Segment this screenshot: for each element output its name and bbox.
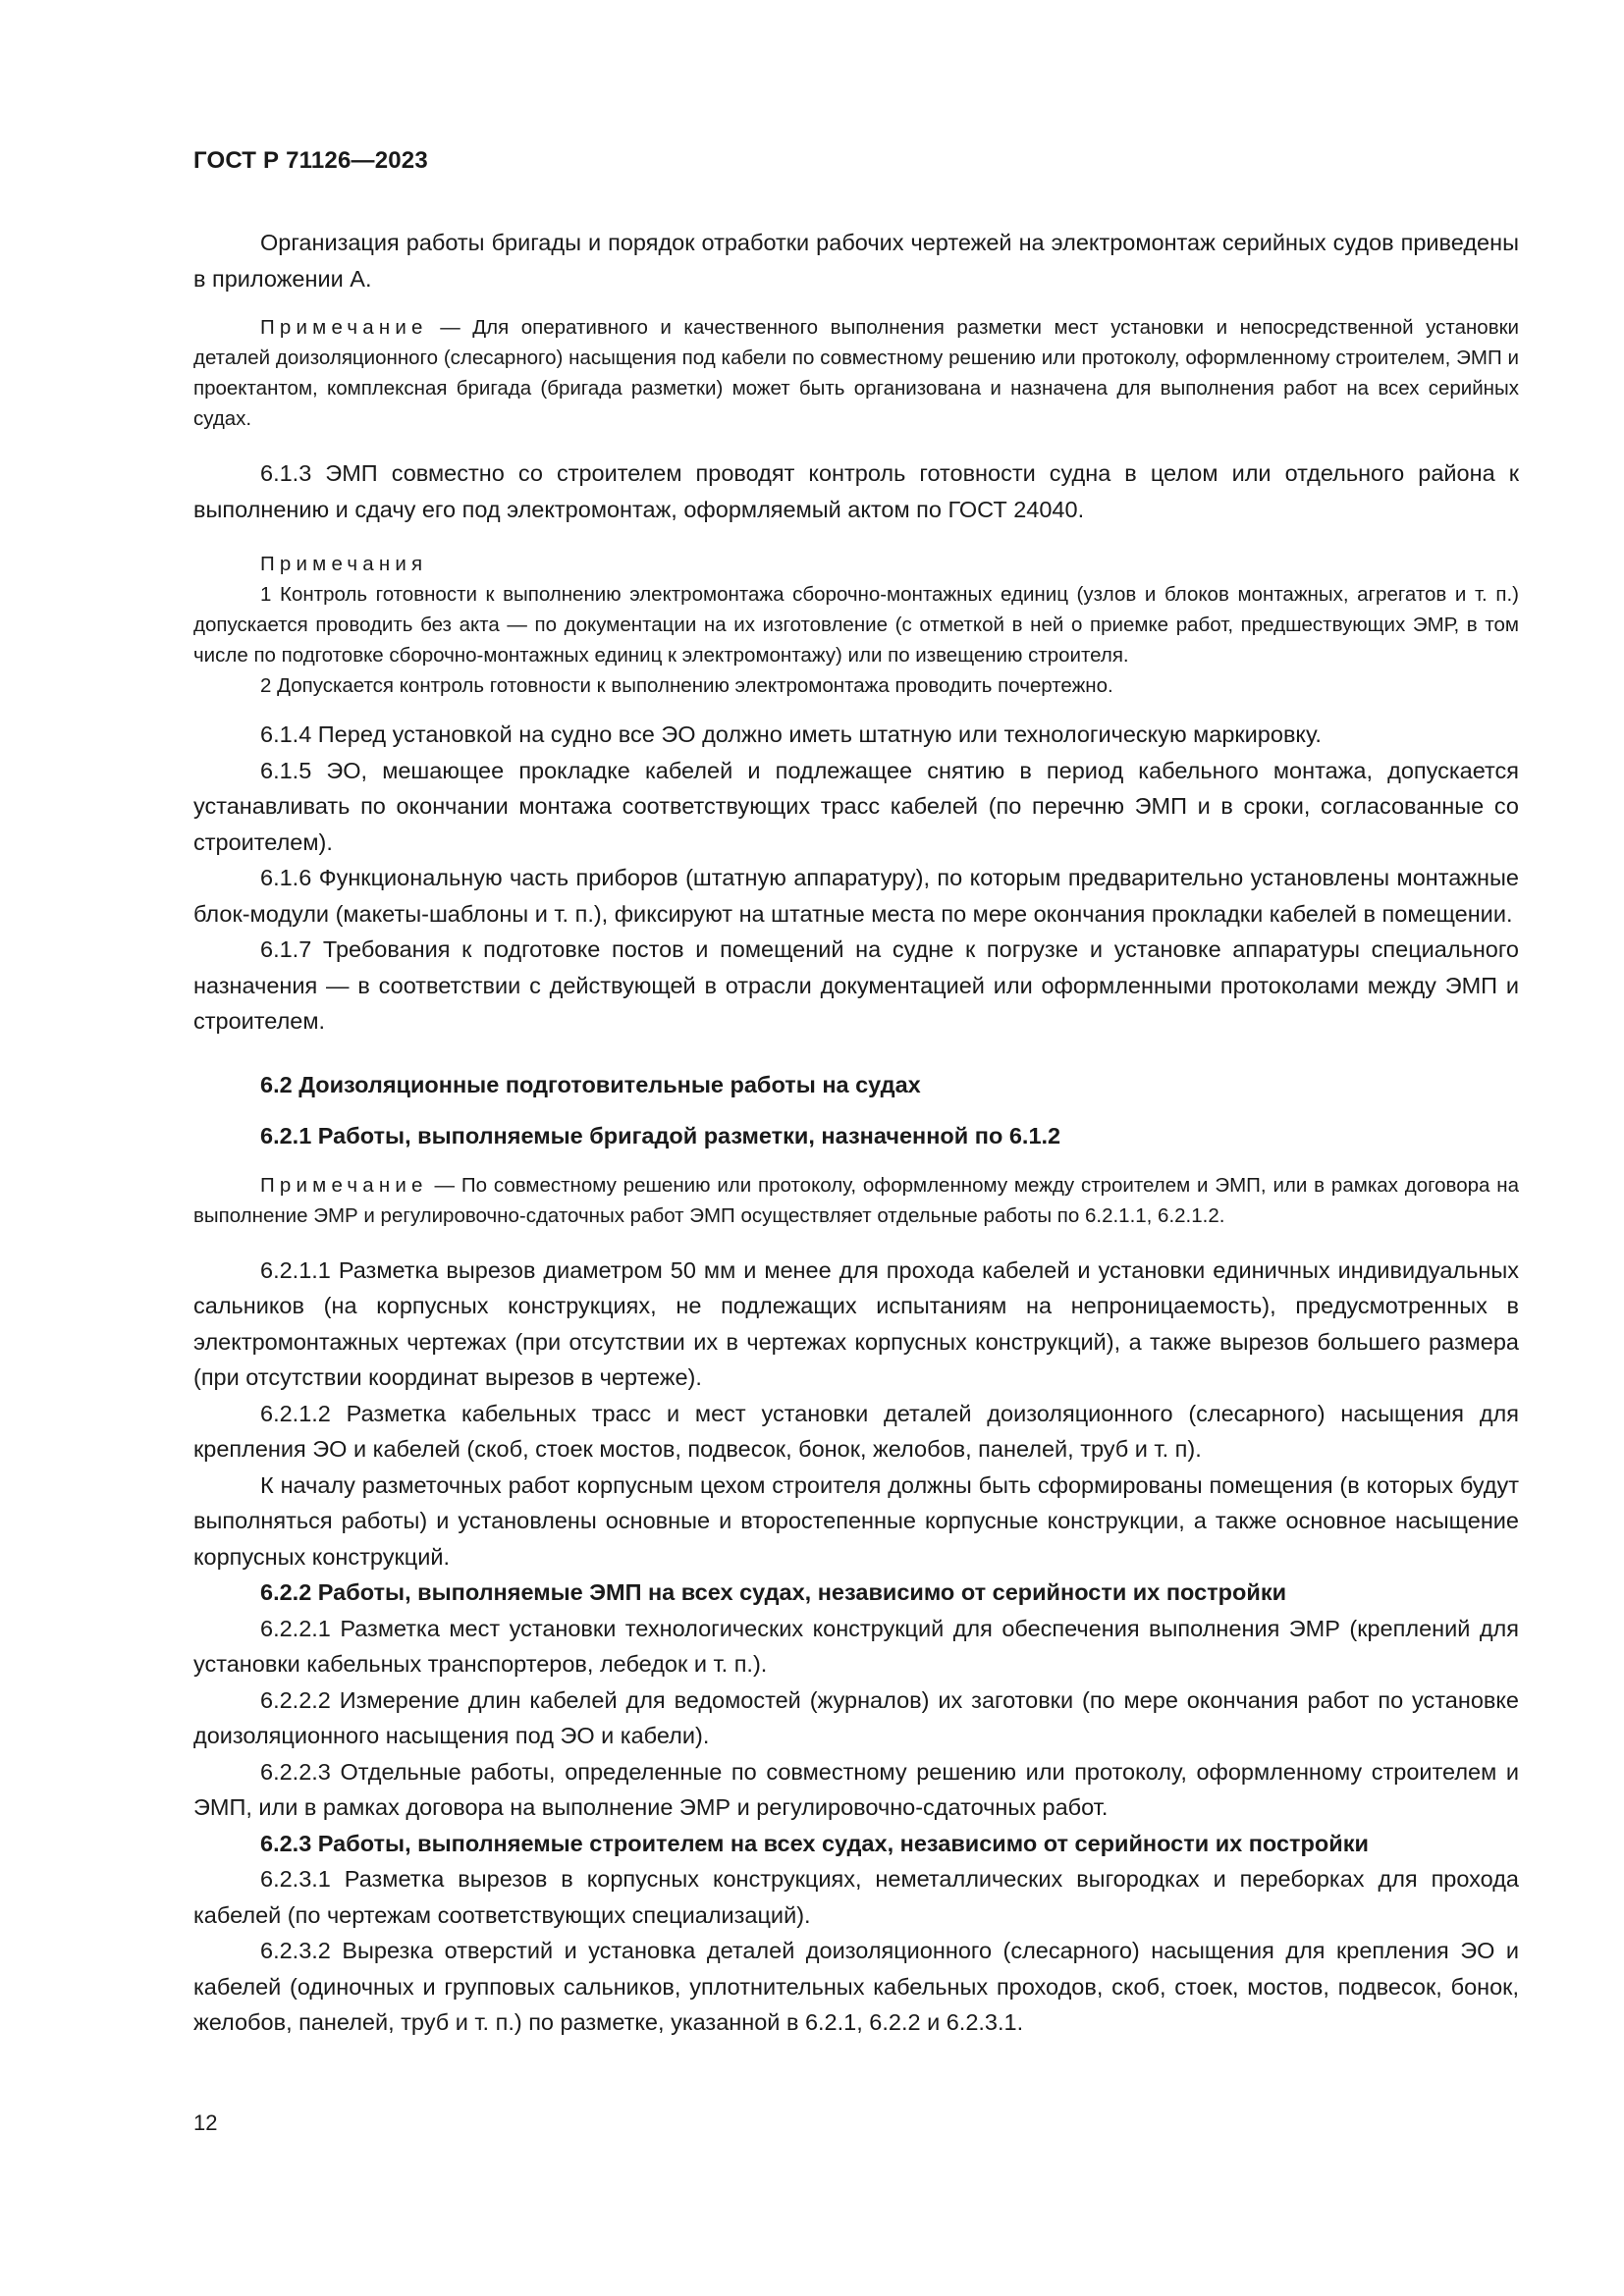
paragraph-marking: К началу разметочных работ корпусным цехом строителя должны быть сформированы помещения (в которых будут выполняться работы) и установлены основные и второстепенные корпусные конструкции, а также основное насыщение корпусных конструкций. — [193, 1471, 1519, 1570]
paragraph-6-2-2-3: 6.2.2.3 Отдельные работы, определенные по совместному решению или протоколу, оформленному строителем и ЭМП, или в рамках договора на выполнение ЭМР и регулировочно-сдаточных работ. — [193, 1758, 1519, 1820]
paragraph-6-2-1-2: 6.2.1.2 Разметка кабельных трасс и мест установки деталей доизоляционного (слесарного) насыщения для крепления ЭО и кабелей (скоб, стоек мостов, подвесок, бонок, желобов, панелей, труб и т. п). — [193, 1400, 1519, 1462]
paragraph-6-1-7: 6.1.7 Требования к подготовке постов и помещений на судне к погрузке и установке аппаратуры специального назначения — в соответствии с действующей в отрасли документацией или оформленными протоколами между ЭМП и строителем. — [193, 936, 1519, 1034]
note-label: Примечание — [260, 316, 428, 339]
note-text: — Для оперативного и качественного выполнения разметки мест установки и непосредственной установки деталей доизоляционного (слесарного) насыщения под кабели по совместному решению или протоколу, оформленному строителем, ЭМП и проектантом, комплексная бригада (бригада разметки) может быть организована и назначена для выполнения работ на всех серийных судах. — [193, 316, 1519, 430]
paragraph-6-2-2-1: 6.2.2.1 Разметка мест установки технологических конструкций для обеспечения выполнения ЭМР (креплений для установки кабельных транспортеров, лебедок и т. п.). — [193, 1615, 1519, 1677]
notes-label: Примечания — [260, 553, 428, 575]
paragraph-6-1-4: 6.1.4 Перед установкой на судно все ЭО должно иметь штатную или технологическую маркировку. — [260, 721, 1322, 747]
paragraph-6-1-3: 6.1.3 ЭМП совместно со строителем проводят контроль готовности судна в целом или отдельного района к выполнению и сдачу его под электромонтаж, оформляемый актом по ГОСТ 24040. — [193, 460, 1519, 522]
paragraph-6-1-5: 6.1.5 ЭО, мешающее прокладке кабелей и подлежащее снятию в период кабельного монтажа, допускается устанавливать по окончании монтажа соответствующих трасс кабелей (по перечню ЭМП и в сроки, согласованные со строителем). — [193, 757, 1519, 855]
paragraph-6-2-1-1: 6.2.1.1 Разметка вырезов диаметром 50 мм и менее для прохода кабелей и установки единичных индивидуальных сальников (на корпусных конструкциях, не подлежащих испытаниям на непроницаемость), предусмотренных в электромонтажных чертежах (при отсутствии их в чертежах корпусных конструкций), а также вырезов большего размера (при отсутствии координат вырезов в чертеже). — [193, 1256, 1519, 1390]
paragraph-6-2-3-2: 6.2.3.2 Вырезка отверстий и установка деталей доизоляционного (слесарного) насыщения для крепления ЭО и кабелей (одиночных и групповых сальников, уплотнительных кабельных проходов, скоб, стоек, мостов, подвесок, бонок, желобов, панелей, труб и т. п.) по разметке, указанной в 6.2.1, 6.2.2 и 6.2.3.1. — [193, 1938, 1519, 2035]
note-label: Примечание — [260, 1173, 428, 1197]
heading-6-2-2: 6.2.2 Работы, выполняемые ЭМП на всех судах, независимо от серийности их постройки — [260, 1579, 1287, 1605]
page-number: 12 — [193, 2110, 218, 2135]
notes-item-1: 1 Контроль готовности к выполнению электромонтажа сборочно-монтажных единиц (узлов и блоков монтажных, агрегатов и т. п.) допускается проводить без акта — по документации на их изготовление (с отметкой в ней о приемке работ, предшествующих ЭМР, в том числе по подготовке сборочно-монтажных единиц к электромонтажу) или по извещению строителя. — [193, 583, 1519, 667]
paragraph-intro: Организация работы бригады и порядок отработки рабочих чертежей на электромонтаж серийных судов приведены в приложении А. — [193, 230, 1519, 292]
note-1 — [193, 312, 1519, 434]
heading-6-2: 6.2 Доизоляционные подготовительные работы на судах — [260, 1071, 921, 1097]
page-content — [193, 225, 1519, 2041]
heading-6-2-3: 6.2.3 Работы, выполняемые строителем на всех судах, независимо от серийности их постройки — [260, 1830, 1369, 1856]
note-text: — По совместному решению или протоколу, оформленному между строителем и ЭМП, или в рамках договора на выполнение ЭМР и регулировочно-сдаточных работ ЭМП осуществляет отдельные работы по 6.2.1.1, 6.2.1.2. — [193, 1173, 1519, 1227]
heading-6-2-1: 6.2.1 Работы, выполняемые бригадой разметки, назначенной по 6.1.2 — [260, 1123, 1061, 1148]
notes-item-2: 2 Допускается контроль готовности к выполнению электромонтажа проводить почертежно. — [260, 674, 1113, 697]
paragraph-6-2-2-2: 6.2.2.2 Измерение длин кабелей для ведомостей (журналов) их заготовки (по мере окончания работ по установке доизоляционного насыщения под ЭО и кабели). — [193, 1686, 1519, 1748]
paragraph-6-1-6: 6.1.6 Функциональную часть приборов (штатную аппаратуру), по которым предварительно установлены монтажные блок-модули (макеты-шаблоны и т. п.), фиксируют на штатные места по мере окончания прокладки кабелей в помещении. — [193, 865, 1519, 927]
paragraph-6-2-3-1: 6.2.3.1 Разметка вырезов в корпусных конструкциях, неметаллических выгородках и переборках для прохода кабелей (по чертежам соответствующих специализаций). — [193, 1866, 1519, 1928]
note-3 — [193, 1170, 1519, 1231]
standard-designation: ГОСТ Р 71126—2023 — [193, 147, 428, 174]
